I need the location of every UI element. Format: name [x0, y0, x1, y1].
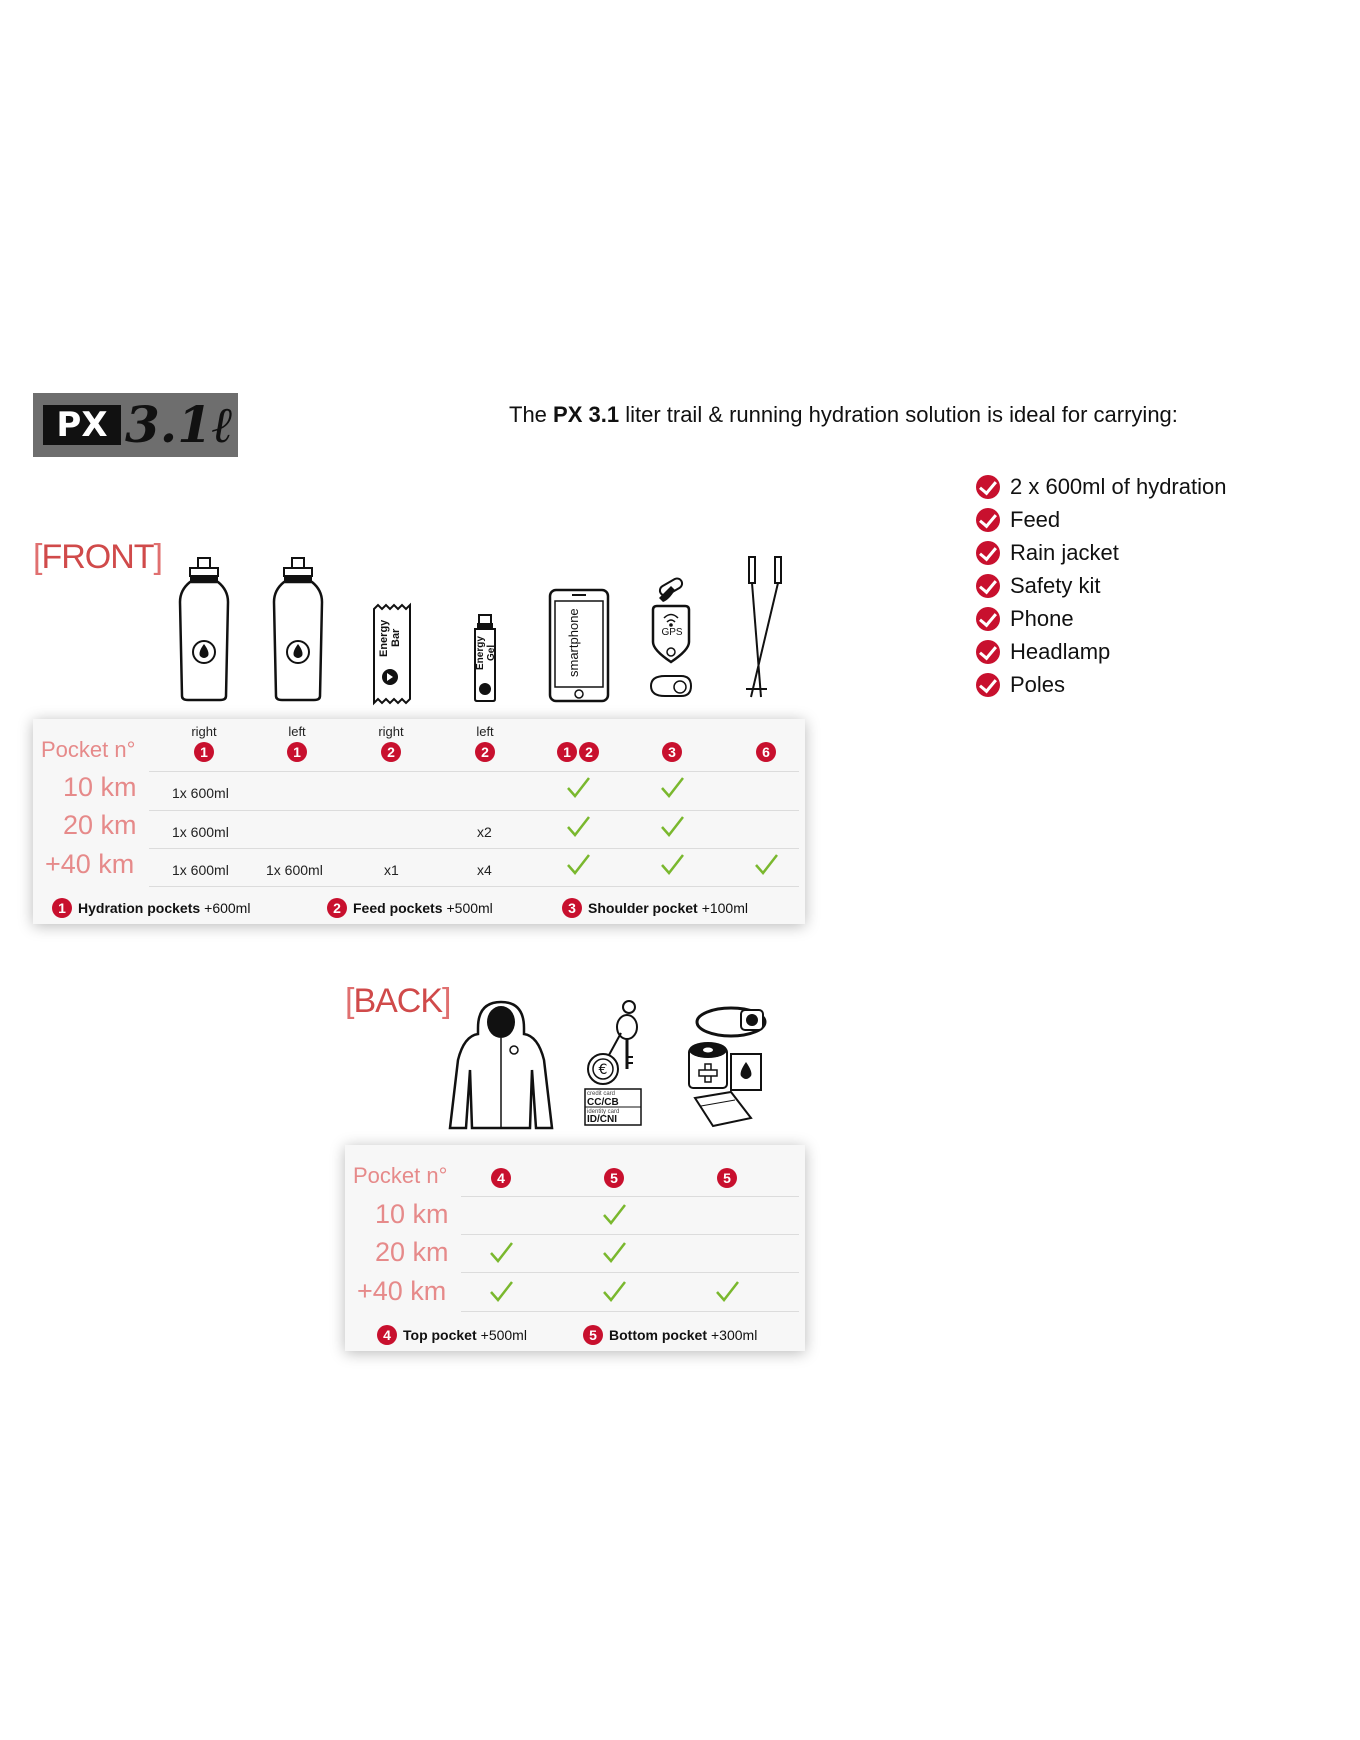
red-check-icon	[976, 574, 1000, 598]
distance-label: 10 km	[63, 772, 137, 802]
carry-list	[976, 470, 1226, 701]
carry-item-label: Headlamp	[1010, 638, 1111, 664]
logo-version: 3.1ℓ	[125, 395, 234, 454]
legend-volume: +500ml	[446, 900, 493, 916]
pocket-number-badge: 2	[579, 742, 599, 762]
pocket-number-badge: 5	[583, 1325, 603, 1345]
green-check-icon	[488, 1279, 514, 1305]
capacity-cell: x2	[477, 824, 492, 840]
pocket-number-badge: 5	[717, 1168, 737, 1188]
distance-label: 20 km	[375, 1237, 449, 1267]
front-legend-item	[52, 898, 250, 918]
back-pocket-header: Pocket n°	[353, 1163, 448, 1188]
carry-item	[976, 503, 1226, 536]
energy-bar-label: Energy Bar	[378, 619, 402, 657]
trekking-poles-icon	[741, 555, 791, 705]
pocket-number-badge: 1	[557, 742, 577, 762]
carry-item	[976, 569, 1226, 602]
front-tag-text: FRONT	[41, 538, 154, 576]
green-check-icon	[659, 814, 685, 840]
carry-item-label: 2 x 600ml of hydration	[1010, 473, 1227, 499]
table-divider	[461, 1311, 799, 1312]
carry-item-label: Poles	[1010, 671, 1066, 697]
legend-volume: +300ml	[711, 1327, 758, 1343]
table-divider	[149, 848, 799, 849]
distance-label: 10 km	[375, 1199, 449, 1229]
rain-jacket-icon	[448, 1000, 554, 1132]
front-legend-item	[327, 898, 493, 918]
headlamp-firstaid-icon	[685, 1000, 771, 1128]
distance-label: +40 km	[45, 849, 135, 879]
pocket-number-badge: 1	[52, 898, 72, 918]
pocket-side-label: right	[378, 724, 404, 739]
table-divider	[149, 810, 799, 811]
safety-kit-gps-icon	[647, 578, 695, 703]
soft-flask-right-icon	[176, 556, 232, 702]
table-divider	[149, 886, 799, 887]
pocket-side-label: right	[191, 724, 217, 739]
smartphone-label: smartphone	[566, 608, 581, 678]
carry-item	[976, 635, 1226, 668]
carry-item-label: Safety kit	[1010, 572, 1101, 598]
carry-item-label: Feed	[1010, 506, 1061, 532]
back-tag-text: BACK	[353, 982, 443, 1020]
green-check-icon	[565, 852, 591, 878]
green-check-icon	[659, 852, 685, 878]
headline-before: The	[509, 402, 554, 427]
id-label: ID/CNI	[587, 1114, 617, 1125]
distance-label: +40 km	[357, 1276, 447, 1306]
table-divider	[461, 1196, 799, 1197]
legend-volume: +500ml	[480, 1327, 527, 1343]
back-legend-item	[583, 1325, 757, 1345]
legend-volume: +600ml	[204, 900, 251, 916]
red-check-icon	[976, 541, 1000, 565]
legend-name: Bottom pocket	[609, 1327, 707, 1343]
pocket-number-badge: 2	[327, 898, 347, 918]
front-legend-item	[562, 898, 748, 918]
headline-after: liter trail & running hydration solution is ideal for carrying:	[619, 402, 1178, 427]
red-check-icon	[976, 673, 1000, 697]
red-check-icon	[976, 475, 1000, 499]
capacity-cell: 1x 600ml	[266, 862, 323, 878]
logo-prefix: PX	[43, 405, 121, 445]
legend-volume: +100ml	[701, 900, 748, 916]
px-logo	[33, 393, 238, 457]
identity-card-caption: identity card	[587, 1109, 620, 1115]
green-check-icon	[488, 1240, 514, 1266]
table-divider	[149, 771, 799, 772]
green-check-icon	[601, 1202, 627, 1228]
capacity-cell: x4	[477, 862, 492, 878]
front-capacity-table	[33, 719, 805, 924]
front-section-tag: [FRONT]	[33, 538, 162, 576]
green-check-icon	[753, 852, 779, 878]
svg-text:€: €	[598, 1062, 608, 1078]
pocket-side-label: left	[476, 724, 494, 739]
legend-name: Shoulder pocket	[588, 900, 698, 916]
headline	[509, 402, 1178, 428]
back-section-tag: [BACK]	[345, 982, 451, 1020]
green-check-icon	[714, 1279, 740, 1305]
pocket-number-badge: 2	[381, 742, 401, 762]
gps-label: GPS	[661, 627, 683, 638]
legend-name: Hydration pockets	[78, 900, 201, 916]
capacity-cell: x1	[384, 862, 399, 878]
pocket-number-badge: 1	[194, 742, 214, 762]
carry-item	[976, 602, 1226, 635]
carry-item-label: Rain jacket	[1010, 539, 1119, 565]
front-pocket-header: Pocket n°	[41, 737, 136, 762]
green-check-icon	[601, 1240, 627, 1266]
carry-item-label: Phone	[1010, 605, 1074, 631]
pocket-number-badge: 4	[491, 1168, 511, 1188]
table-divider	[461, 1234, 799, 1235]
legend-name: Feed pockets	[353, 900, 443, 916]
cc-label: CC/CB	[587, 1097, 619, 1108]
carry-item	[976, 668, 1226, 701]
green-check-icon	[601, 1279, 627, 1305]
pocket-side-label: left	[288, 724, 306, 739]
red-check-icon	[976, 607, 1000, 631]
capacity-cell: 1x 600ml	[172, 785, 229, 801]
pocket-number-badge: 1	[287, 742, 307, 762]
carry-item	[976, 536, 1226, 569]
pocket-number-badge: 5	[604, 1168, 624, 1188]
pocket-number-badge: 4	[377, 1325, 397, 1345]
red-check-icon	[976, 640, 1000, 664]
red-check-icon	[976, 508, 1000, 532]
table-divider	[461, 1272, 799, 1273]
capacity-cell: 1x 600ml	[172, 824, 229, 840]
pocket-number-badge: 3	[562, 898, 582, 918]
distance-label: 20 km	[63, 810, 137, 840]
green-check-icon	[659, 775, 685, 801]
capacity-cell: 1x 600ml	[172, 862, 229, 878]
credit-card-caption: credit card	[587, 1091, 616, 1097]
legend-name: Top pocket	[403, 1327, 477, 1343]
pocket-number-badge: 3	[662, 742, 682, 762]
green-check-icon	[565, 814, 591, 840]
back-legend-item	[377, 1325, 527, 1345]
headline-product: PX 3.1	[553, 402, 620, 427]
energy-gel-label: Energy Gel	[475, 636, 497, 670]
green-check-icon	[565, 775, 591, 801]
pocket-number-badge: 2	[475, 742, 495, 762]
pocket-number-badge: 6	[756, 742, 776, 762]
soft-flask-left-icon	[270, 556, 326, 702]
carry-item	[976, 470, 1226, 503]
